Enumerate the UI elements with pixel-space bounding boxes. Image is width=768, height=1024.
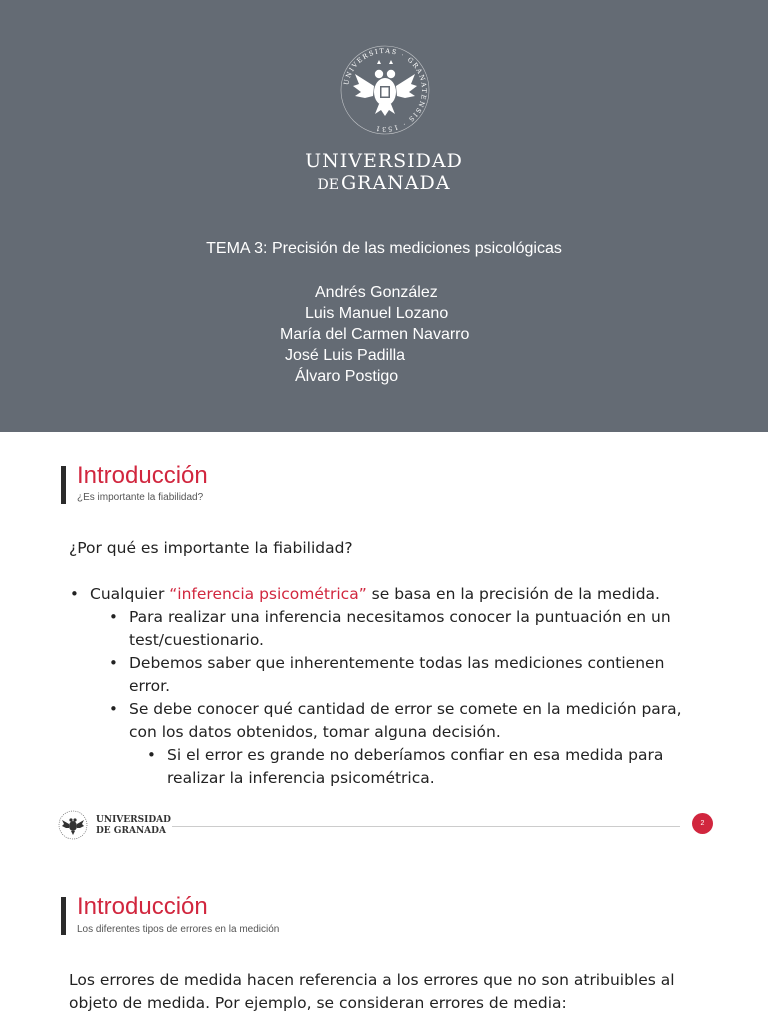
- bullet-level1: • Cualquier “inferencia psicométrica” se basa en la precisión de la medida.: [90, 583, 660, 606]
- highlight-term: inferencia psicométrica: [177, 585, 359, 603]
- author-name: María del Carmen Navarro: [280, 326, 470, 343]
- slide-title: Introducción: [77, 462, 208, 489]
- title-accent-bar: [61, 466, 66, 504]
- question-text: ¿Por qué es importante la fiabilidad?: [69, 539, 353, 557]
- title-accent-bar: [61, 897, 66, 935]
- page-number-badge: 2: [692, 813, 713, 834]
- slide-subtitle: ¿Es importante la fiabilidad?: [77, 492, 204, 503]
- author-name: Álvaro Postigo: [295, 368, 399, 385]
- bullet-level2: • Para realizar una inferencia necesitamos conocer la puntuación en un test/cuestionario.: [109, 608, 671, 649]
- university-seal-icon: [58, 810, 88, 840]
- footer-brand-line1: UNIVERSIDAD: [96, 815, 171, 825]
- university-seal-icon: [339, 44, 431, 136]
- author-name: Luis Manuel Lozano: [305, 305, 449, 322]
- author-name: Andrés González: [315, 284, 438, 301]
- bullet-dot-icon: •: [109, 654, 118, 672]
- brand-granada: GRANADA: [340, 172, 451, 194]
- footer-brand-line2: DE GRANADA: [96, 826, 166, 836]
- bullet-dot-icon: •: [70, 585, 79, 603]
- bullet-level2: • Debemos saber que inherentemente todas las mediciones contienen error.: [109, 654, 665, 695]
- footer-divider: [172, 826, 680, 827]
- bullet-level2: • Se debe conocer qué cantidad de error se comete en la medición para, con los datos obtenidos, tomar alguna decisión.: [109, 700, 682, 741]
- title-slide: [0, 0, 768, 432]
- bullet-level3: • Si el error es grande no deberíamos confiar en esa medida para realizar la inferencia psicométrica.: [147, 746, 664, 787]
- author-name: José Luis Padilla: [285, 347, 406, 364]
- paragraph: Los errores de medida hacen referencia a los errores que no son atribuibles al objeto de medida. Por ejemplo, se consideran errores de media:: [69, 971, 675, 1012]
- bullet-dot-icon: •: [147, 746, 156, 764]
- slide-title: Introducción: [77, 893, 208, 920]
- bullet-dot-icon: •: [109, 700, 118, 718]
- svg-text:UNIVERSITAS · GRANATENSIS · 15: UNIVERSITAS · GRANATENSIS · 1531: [342, 46, 429, 134]
- presentation-title: TEMA 3: Precisión de las mediciones psicológicas: [206, 240, 562, 257]
- bullet-dot-icon: •: [109, 608, 118, 626]
- brand-name-line2: [0, 172, 768, 194]
- brand-name-line1: UNIVERSIDAD: [305, 150, 463, 172]
- brand-de: DE: [317, 177, 339, 193]
- slide-subtitle: Los diferentes tipos de errores en la medición: [77, 924, 280, 935]
